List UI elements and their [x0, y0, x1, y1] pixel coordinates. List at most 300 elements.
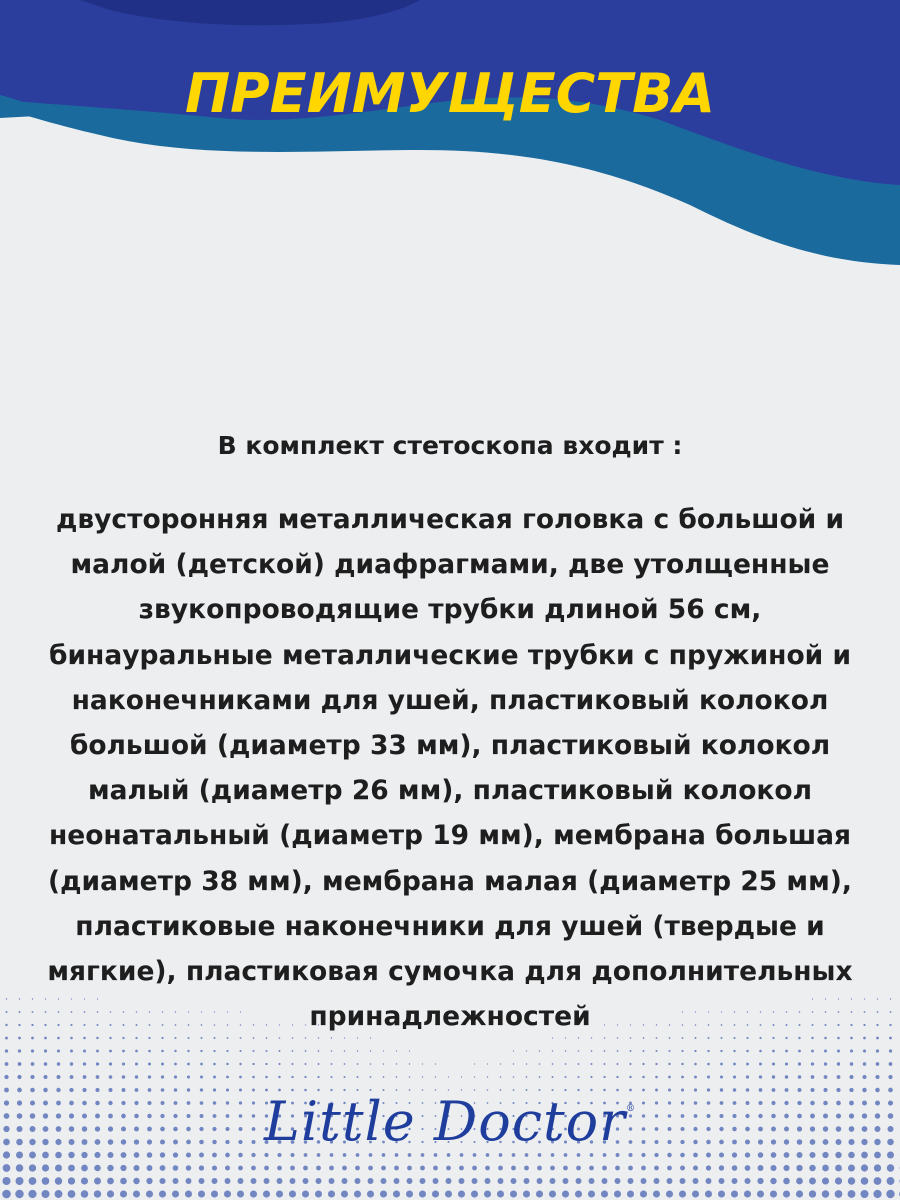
- halftone-dot: [81, 1165, 88, 1172]
- halftone-dot: [771, 1152, 777, 1158]
- halftone-dot: [5, 1037, 8, 1040]
- halftone-dot: [18, 1062, 22, 1066]
- halftone-dot: [604, 1050, 606, 1052]
- halftone-dot: [860, 1190, 868, 1198]
- halftone-dot: [159, 1178, 165, 1184]
- halftone-dot: [550, 1178, 556, 1184]
- halftone-dot: [848, 1165, 855, 1172]
- halftone-dot: [94, 1190, 101, 1197]
- halftone-dot: [758, 1165, 764, 1171]
- halftone-dot: [238, 1178, 244, 1184]
- halftone-dot: [133, 1190, 140, 1197]
- halftone-dot: [564, 1153, 568, 1157]
- halftone-dot: [16, 1164, 23, 1171]
- halftone-dot: [68, 1165, 75, 1172]
- halftone-dot: [692, 1190, 699, 1197]
- halftone-dot: [487, 1076, 488, 1077]
- halftone-dot: [837, 1075, 841, 1079]
- halftone-dot: [94, 1165, 101, 1172]
- halftone-dot: [421, 1153, 425, 1157]
- halftone-dot: [758, 1152, 764, 1158]
- halftone-dot: [513, 1063, 514, 1064]
- halftone-dot: [448, 1076, 449, 1077]
- halftone-dot: [225, 1153, 230, 1158]
- halftone-dot: [251, 1178, 257, 1184]
- halftone-dot: [251, 1166, 256, 1171]
- halftone-dot: [18, 1037, 21, 1040]
- halftone-dot: [263, 1190, 270, 1197]
- halftone-dot: [513, 1050, 514, 1051]
- halftone-dot: [406, 1190, 413, 1197]
- halftone-dot: [226, 1063, 228, 1065]
- halftone-dot: [746, 1050, 749, 1053]
- halftone-dot: [198, 1190, 205, 1197]
- halftone-dot: [707, 1050, 709, 1052]
- halftone-dot: [55, 1177, 62, 1184]
- halftone-dot: [539, 1076, 541, 1078]
- halftone-dot: [694, 1063, 697, 1066]
- halftone-dot: [498, 1166, 503, 1171]
- halftone-dot: [824, 1050, 827, 1053]
- halftone-dot: [539, 1063, 541, 1065]
- halftone-dot: [617, 1050, 619, 1052]
- halftone-dot: [706, 1153, 711, 1158]
- halftone-dot: [383, 1063, 385, 1065]
- halftone-dot: [318, 1063, 320, 1065]
- halftone-dot: [798, 1050, 801, 1053]
- halftone-dot: [731, 1190, 738, 1197]
- halftone-dot: [627, 1190, 634, 1197]
- halftone-dot: [602, 1178, 608, 1184]
- halftone-dot: [772, 1062, 775, 1065]
- halftone-dot: [239, 1050, 241, 1052]
- halftone-dot: [316, 1178, 322, 1184]
- kit-contents-description: двусторонняя металлическая головка с большой и малой (детской) диафрагмами, две утолщенные звукопроводящие трубки длиной 56 см, бинауральные металлические трубки с пружиной и наконечниками для ушей, пластиковый колокол большой (диаметр 33 мм), пластиковый колокол малый (диаметр 26 мм), пластиковый колокол неонатальный (диаметр 19 мм), мембрана большая (диаметр 38 мм), мембрана малая (диаметр 25 мм), пластиковые наконечники для ушей (твердые и мягкие), пластиковая сумочка для дополнительных принадлежностей: [47, 504, 853, 1033]
- halftone-dot: [344, 1050, 346, 1052]
- halftone-dot: [796, 1190, 803, 1197]
- halftone-dot: [380, 1190, 387, 1197]
- halftone-dot: [680, 1166, 685, 1171]
- halftone-dot: [109, 1062, 112, 1065]
- halftone-dot: [824, 1075, 828, 1079]
- halftone-dot: [329, 1166, 334, 1171]
- halftone-dot: [305, 1063, 307, 1065]
- halftone-dot: [615, 1166, 620, 1171]
- halftone-dot: [146, 1190, 153, 1197]
- halftone-dot: [474, 1063, 475, 1064]
- halftone-dot: [344, 1076, 346, 1078]
- halftone-dot: [70, 1062, 73, 1065]
- halftone-dot: [643, 1050, 645, 1052]
- halftone-dot: [276, 1190, 283, 1197]
- halftone-dot: [668, 1076, 671, 1079]
- halftone-dot: [199, 1153, 204, 1158]
- halftone-dot: [512, 1153, 516, 1157]
- halftone-dot: [862, 1075, 866, 1079]
- halftone-dot: [330, 1076, 332, 1078]
- halftone-dot: [212, 1178, 218, 1184]
- halftone-dot: [461, 1076, 462, 1077]
- halftone-dot: [83, 1050, 86, 1053]
- halftone-dot: [824, 1062, 827, 1065]
- halftone-dot: [16, 1177, 24, 1185]
- halftone-dot: [135, 1062, 138, 1065]
- halftone-dot: [888, 1075, 892, 1079]
- halftone-dot: [798, 1062, 801, 1065]
- halftone-dot: [577, 1076, 579, 1078]
- halftone-dot: [31, 1037, 34, 1040]
- halftone-dot: [356, 1153, 360, 1157]
- halftone-dot: [29, 1164, 36, 1171]
- halftone-dot: [770, 1178, 776, 1184]
- halftone-dot: [6, 998, 7, 999]
- halftone-dot: [591, 1050, 593, 1052]
- halftone-dot: [796, 1178, 803, 1185]
- halftone-dot: [616, 1153, 620, 1157]
- halftone-dot: [278, 1076, 280, 1078]
- halftone-dot: [357, 1076, 359, 1078]
- halftone-dot: [861, 1177, 869, 1185]
- halftone-dot: [809, 1178, 816, 1185]
- halftone-dot: [187, 1050, 189, 1052]
- halftone-dot: [447, 1153, 451, 1157]
- halftone-dot: [186, 1152, 191, 1157]
- halftone-dot: [876, 1062, 880, 1066]
- halftone-dot: [588, 1190, 595, 1197]
- halftone-dot: [133, 1165, 139, 1171]
- halftone-dot: [602, 1166, 607, 1171]
- halftone-dot: [798, 1075, 802, 1079]
- halftone-dot: [291, 1076, 293, 1078]
- halftone-dot: [641, 1166, 646, 1171]
- halftone-dot: [485, 1178, 491, 1184]
- halftone-dot: [186, 1178, 192, 1184]
- halftone-dot: [783, 1178, 790, 1185]
- halftone-dot: [693, 1178, 699, 1184]
- halftone-dot: [837, 1062, 840, 1065]
- halftone-dot: [589, 1178, 595, 1184]
- halftone-dot: [435, 1076, 436, 1077]
- halftone-dot: [809, 1165, 816, 1172]
- halftone-dot: [642, 1076, 645, 1079]
- halftone-dot: [368, 1166, 373, 1171]
- halftone-dot: [445, 1190, 452, 1197]
- halftone-dot: [3, 1164, 11, 1172]
- halftone-dot: [680, 1153, 685, 1158]
- halftone-dot: [435, 1063, 436, 1064]
- halftone-dot: [822, 1177, 829, 1184]
- halftone-dot: [5, 1062, 9, 1066]
- halftone-dot: [330, 1153, 334, 1157]
- halftone-dot: [459, 1166, 464, 1171]
- halftone-dot: [70, 1075, 74, 1079]
- halftone-dot: [513, 1076, 515, 1078]
- halftone-dot: [343, 1153, 347, 1157]
- halftone-dot: [290, 1166, 295, 1171]
- halftone-dot: [146, 1178, 152, 1184]
- halftone-dot: [265, 1076, 268, 1079]
- halftone-dot: [809, 1190, 816, 1197]
- halftone-dot: [357, 1050, 358, 1051]
- halftone-dot: [328, 1190, 335, 1197]
- halftone-dot: [354, 1190, 361, 1197]
- halftone-dot: [264, 1153, 268, 1157]
- page-title: ПРЕИМУЩЕСТВА: [184, 62, 716, 125]
- halftone-dot: [83, 1075, 87, 1079]
- halftone-dot: [225, 1166, 230, 1171]
- halftone-dot: [107, 1190, 114, 1197]
- halftone-dot: [551, 1153, 555, 1157]
- halftone-dot: [226, 1050, 228, 1052]
- halftone-dot: [433, 1178, 439, 1184]
- halftone-dot: [225, 1178, 231, 1184]
- halftone-dot: [875, 1075, 879, 1079]
- halftone-dot: [383, 1076, 385, 1078]
- halftone-dot: [199, 1165, 204, 1170]
- halftone-dot: [718, 1190, 725, 1197]
- halftone-dot: [746, 1063, 749, 1066]
- halftone-dot: [370, 1076, 372, 1078]
- halftone-dot: [603, 1076, 605, 1078]
- halftone-dot: [18, 1024, 20, 1026]
- halftone-dot: [863, 1062, 867, 1066]
- halftone-dot: [876, 1037, 879, 1040]
- halftone-dot: [70, 1050, 73, 1053]
- halftone-dot: [147, 1165, 153, 1171]
- halftone-dot: [590, 1076, 592, 1078]
- halftone-dot: [29, 1177, 37, 1185]
- halftone-dot: [383, 1050, 384, 1051]
- halftone-dot: [876, 1049, 879, 1052]
- halftone-dot: [316, 1166, 321, 1171]
- halftone-dot: [604, 1063, 606, 1065]
- halftone-dot: [264, 1166, 269, 1171]
- halftone-dot: [850, 1075, 854, 1079]
- halftone-dot: [707, 1063, 710, 1066]
- halftone-dot: [213, 1063, 216, 1066]
- halftone-dot: [719, 1152, 724, 1157]
- halftone-dot: [641, 1178, 647, 1184]
- halftone-dot: [419, 1190, 426, 1197]
- halftone-dot: [160, 1165, 166, 1171]
- halftone-dot: [237, 1190, 244, 1197]
- halftone-dot: [655, 1050, 657, 1052]
- halftone-dot: [5, 1049, 8, 1052]
- halftone-dot: [654, 1153, 658, 1157]
- halftone-dot: [382, 1153, 386, 1157]
- halftone-dot: [576, 1178, 582, 1184]
- halftone-dot: [616, 1063, 618, 1065]
- halftone-dot: [394, 1178, 400, 1184]
- halftone-dot: [474, 1076, 475, 1077]
- halftone-dot: [147, 1152, 153, 1158]
- halftone-dot: [863, 1049, 866, 1052]
- halftone-dot: [290, 1178, 296, 1184]
- halftone-dot: [565, 1076, 567, 1078]
- halftone-dot: [563, 1178, 569, 1184]
- halftone-dot: [603, 1153, 607, 1157]
- halftone-dot: [148, 1063, 151, 1066]
- halftone-dot: [785, 1075, 788, 1078]
- halftone-dot: [681, 1050, 683, 1052]
- halftone-dot: [552, 1076, 554, 1078]
- halftone-dot: [471, 1190, 478, 1197]
- halftone-dot: [213, 1050, 215, 1052]
- halftone-dot: [199, 1178, 205, 1184]
- halftone-dot: [861, 1164, 868, 1171]
- halftone-dot: [238, 1153, 243, 1158]
- halftone-dot: [43, 1075, 47, 1079]
- halftone-dot: [822, 1190, 830, 1198]
- halftone-dot: [317, 1153, 321, 1157]
- halftone-dot: [2, 1190, 11, 1199]
- halftone-dot: [174, 1063, 177, 1066]
- halftone-dot: [565, 1063, 567, 1065]
- halftone-dot: [575, 1190, 582, 1197]
- halftone-dot: [317, 1076, 319, 1078]
- halftone-dot: [511, 1178, 517, 1184]
- halftone-dot: [459, 1178, 465, 1184]
- registered-mark: ®: [626, 1104, 636, 1114]
- halftone-dot: [252, 1076, 255, 1079]
- halftone-dot: [109, 1050, 112, 1053]
- halftone-dot: [601, 1190, 608, 1197]
- halftone-dot: [590, 1153, 594, 1157]
- halftone-dot: [785, 1062, 788, 1065]
- halftone-dot: [122, 1062, 125, 1065]
- halftone-dot: [161, 1050, 164, 1053]
- halftone-dot: [848, 1190, 856, 1198]
- halftone-dot: [576, 1166, 581, 1171]
- halftone-dot: [32, 998, 33, 999]
- halftone-dot: [396, 1076, 398, 1078]
- halftone-dot: [562, 1190, 569, 1197]
- halftone-dot: [526, 1050, 527, 1051]
- halftone-dot: [15, 1190, 23, 1198]
- halftone-dot: [120, 1190, 127, 1197]
- halftone-dot: [409, 1063, 410, 1064]
- halftone-dot: [159, 1190, 166, 1197]
- halftone-dot: [720, 1050, 722, 1052]
- halftone-dot: [446, 1166, 451, 1171]
- halftone-dot: [344, 1063, 346, 1065]
- halftone-dot: [746, 1075, 749, 1078]
- halftone-dot: [785, 1050, 788, 1053]
- halftone-dot: [550, 1166, 555, 1171]
- halftone-dot: [174, 1050, 176, 1052]
- kit-contents-heading: В комплект стетоскопа входит :: [217, 431, 683, 460]
- halftone-dot: [835, 1165, 842, 1172]
- halftone-dot: [187, 1075, 190, 1078]
- halftone-dot: [641, 1153, 645, 1157]
- halftone-dot: [759, 1050, 762, 1053]
- halftone-dot: [642, 1063, 644, 1065]
- halftone-dot: [185, 1190, 192, 1197]
- halftone-dot: [370, 1050, 371, 1051]
- halftone-dot: [770, 1165, 776, 1171]
- halftone-dot: [31, 1049, 34, 1052]
- halftone-dot: [2, 1177, 10, 1185]
- halftone-dot: [757, 1190, 764, 1197]
- halftone-dot: [628, 1153, 632, 1157]
- halftone-dot: [707, 1076, 710, 1079]
- halftone-dot: [524, 1166, 529, 1171]
- halftone-dot: [239, 1063, 241, 1065]
- halftone-dot: [135, 1050, 138, 1053]
- halftone-dot: [537, 1178, 543, 1184]
- halftone-dot: [873, 1190, 881, 1198]
- halftone-dot: [720, 1063, 723, 1066]
- halftone-dot: [666, 1190, 673, 1197]
- halftone-dot: [135, 1075, 138, 1078]
- halftone-dot: [694, 1050, 696, 1052]
- halftone-dot: [537, 1166, 542, 1171]
- halftone-dot: [628, 1178, 634, 1184]
- halftone-dot: [5, 1024, 7, 1026]
- halftone-dot: [44, 1049, 47, 1052]
- halftone-dot: [315, 1190, 322, 1197]
- halftone-dot: [433, 1166, 438, 1171]
- halftone-dot: [304, 1153, 308, 1157]
- halftone-dot: [745, 1152, 750, 1157]
- halftone-dot: [278, 1063, 280, 1065]
- halftone-dot: [667, 1178, 673, 1184]
- halftone-dot: [473, 1153, 477, 1157]
- halftone-dot: [303, 1166, 308, 1171]
- halftone-dot: [107, 1178, 114, 1185]
- halftone-dot: [876, 1024, 878, 1026]
- halftone-dot: [485, 1166, 490, 1171]
- halftone-dot: [667, 1166, 672, 1171]
- halftone-dot: [355, 1178, 361, 1184]
- halftone-dot: [510, 1190, 517, 1197]
- halftone-dot: [251, 1153, 255, 1157]
- halftone-dot: [538, 1153, 542, 1157]
- halftone-dot: [680, 1178, 686, 1184]
- halftone-dot: [409, 1050, 410, 1051]
- halftone-dot: [525, 1153, 529, 1157]
- brand-logo: [0, 1090, 900, 1153]
- halftone-dot: [200, 1063, 203, 1066]
- halftone-dot: [432, 1190, 439, 1197]
- halftone-dot: [367, 1190, 374, 1197]
- halftone-dot: [486, 1153, 490, 1157]
- halftone-dot: [630, 1050, 632, 1052]
- halftone-dot: [498, 1178, 504, 1184]
- halftone-dot: [732, 1178, 738, 1184]
- halftone-dot: [745, 1165, 751, 1171]
- halftone-dot: [526, 1063, 528, 1065]
- halftone-dot: [200, 1050, 202, 1052]
- halftone-dot: [668, 1063, 670, 1065]
- halftone-dot: [6, 1011, 8, 1013]
- halftone-dot: [783, 1165, 789, 1171]
- halftone-dot: [55, 1190, 63, 1198]
- halftone-dot: [653, 1190, 660, 1197]
- halftone-dot: [31, 1024, 33, 1026]
- halftone-dot: [628, 1166, 633, 1171]
- halftone-dot: [705, 1190, 712, 1197]
- halftone-dot: [889, 1024, 891, 1026]
- halftone-dot: [733, 1075, 736, 1078]
- halftone-dot: [30, 1075, 34, 1079]
- halftone-dot: [835, 1177, 842, 1184]
- halftone-dot: [458, 1190, 465, 1197]
- halftone-dot: [757, 1178, 763, 1184]
- halftone-dot: [41, 1190, 49, 1198]
- halftone-dot: [291, 1063, 293, 1065]
- halftone-dot: [864, 998, 865, 999]
